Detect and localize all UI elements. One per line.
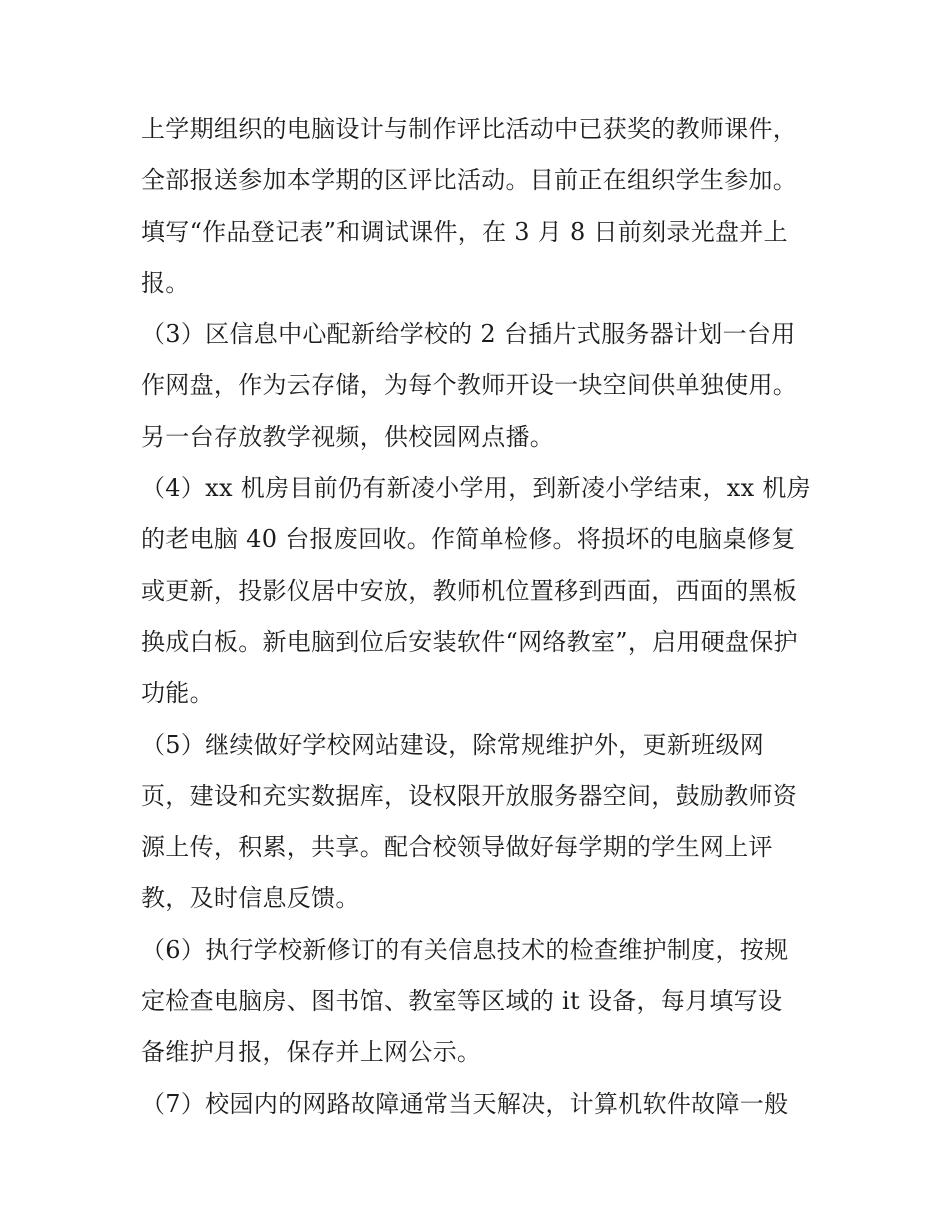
document-body — [141, 104, 831, 1130]
text-line: 上学期组织的电脑设计与制作评比活动中已获奖的教师课件， — [141, 115, 798, 143]
text-line: 另一台存放教学视频，供校园网点播。 — [141, 422, 555, 451]
text-line: 作网盘，作为云存储，为每个教师开设一块空间供单独使用。 — [141, 371, 798, 400]
text-line: 功能。 — [141, 679, 214, 708]
text-line: 教，及时信息反馈。 — [141, 884, 360, 913]
text-line: 源上传，积累，共享。配合校领导做好每学期的学生网上评 — [141, 833, 773, 862]
text-line: 的老电脑 40 台报废回收。作简单检修。将损坏的电脑桌修复 — [141, 525, 796, 554]
text-line: （4）xx 机房目前仍有新凌小学用，到新凌小学结束，xx 机房 — [141, 474, 811, 503]
text-line: （5）继续做好学校网站建设，除常规维护外，更新班级网 — [141, 730, 765, 759]
text-line: （6）执行学校新修订的有关信息技术的检查维护制度，按规 — [141, 935, 789, 964]
text-line: （3）区信息中心配新给学校的 2 台插片式服务器计划一台用 — [141, 320, 796, 349]
text-line: 定检查电脑房、图书馆、教室等区域的 it 设备，每月填写设 — [141, 987, 783, 1016]
text-line: 填写“作品登记表”和调试课件，在 3 月 8 日前刻录光盘并上 — [141, 217, 788, 246]
text-line: 页，建设和充实数据库，设权限开放服务器空间，鼓励教师资 — [141, 781, 798, 810]
text-line: 或更新，投影仪居中安放，教师机位置移到西面，西面的黑板 — [141, 576, 798, 605]
text-line: 换成白板。新电脑到位后安装软件“网络教室”，启用硬盘保护 — [141, 627, 798, 656]
text-line: 报。 — [141, 268, 190, 297]
text-line: 全部报送参加本学期的区评比活动。目前正在组织学生参加。 — [141, 166, 798, 195]
text-line: （7）校园内的网路故障通常当天解决，计算机软件故障一般 — [141, 1089, 789, 1118]
text-line: 备维护月报，保存并上网公示。 — [141, 1038, 482, 1067]
